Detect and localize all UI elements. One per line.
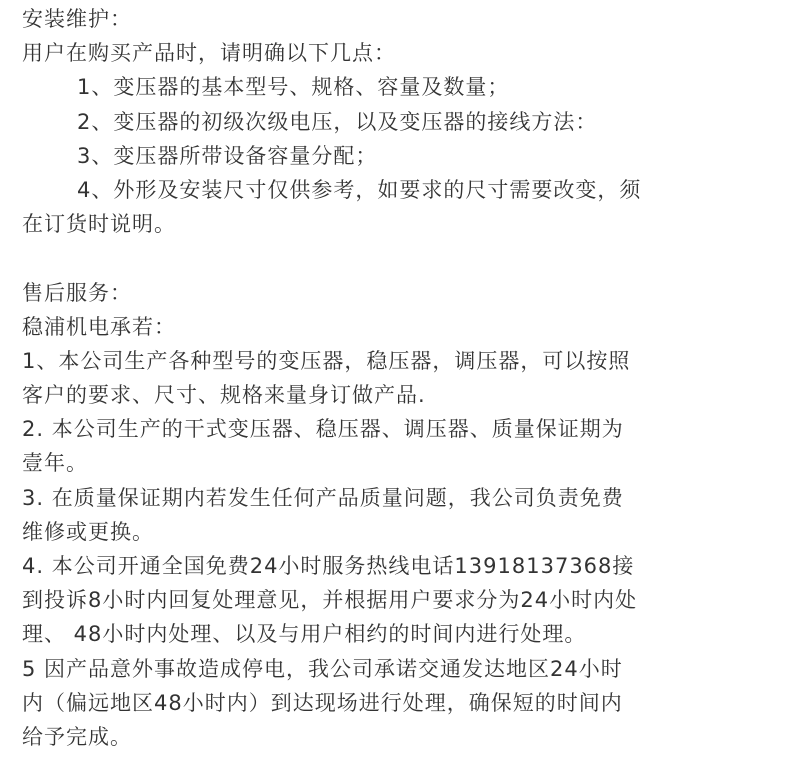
service-promise: 稳浦机电承若： — [22, 314, 176, 339]
service-line-4: 壹年。 — [22, 451, 88, 476]
install-point-3: 3、变压器所带设备容量分配； — [77, 143, 378, 168]
service-line-7: 4. 本公司开通全国免费24小时服务热线电话13918137368接 — [22, 554, 635, 578]
document-body — [22, 2, 782, 754]
service-heading: 售后服务： — [22, 280, 132, 305]
service-line-6: 维修或更换。 — [22, 519, 154, 544]
service-line-11: 内（偏远地区48小时内）到达现场进行处理，确保短的时间内 — [22, 690, 623, 715]
service-line-1: 1、本公司生产各种型号的变压器，稳压器，调压器，可以按照 — [22, 348, 631, 373]
install-point-4-continued: 在订货时说明。 — [22, 212, 176, 237]
service-line-9: 理、 48小时内处理、以及与用户相约的时间内进行处理。 — [22, 622, 587, 647]
service-line-2: 客户的要求、尺寸、规格来量身订做产品. — [22, 383, 426, 408]
install-point-2: 2、变压器的初级次级电压，以及变压器的接线方法： — [77, 109, 598, 134]
install-intro: 用户在购买产品时，请明确以下几点： — [22, 41, 396, 66]
section-spacer — [22, 241, 782, 275]
service-line-3: 2. 本公司生产的干式变压器、稳压器、调压器、质量保证期为 — [22, 417, 624, 442]
service-line-8: 到投诉8小时内回复处理意见，并根据用户要求分为24小时内处 — [22, 588, 638, 613]
service-line-10: 5 因产品意外事故造成停电，我公司承诺交通发达地区24小时 — [22, 656, 623, 681]
install-heading: 安装维护： — [22, 7, 132, 31]
service-line-5: 3. 在质量保证期内若发生任何产品质量问题，我公司负责免费 — [22, 485, 624, 510]
install-point-4: 4、外形及安装尺寸仅供参考，如要求的尺寸需要改变，须 — [77, 177, 642, 202]
install-point-1: 1、变压器的基本型号、规格、容量及数量； — [77, 75, 510, 100]
service-line-12: 给予完成。 — [22, 724, 132, 749]
